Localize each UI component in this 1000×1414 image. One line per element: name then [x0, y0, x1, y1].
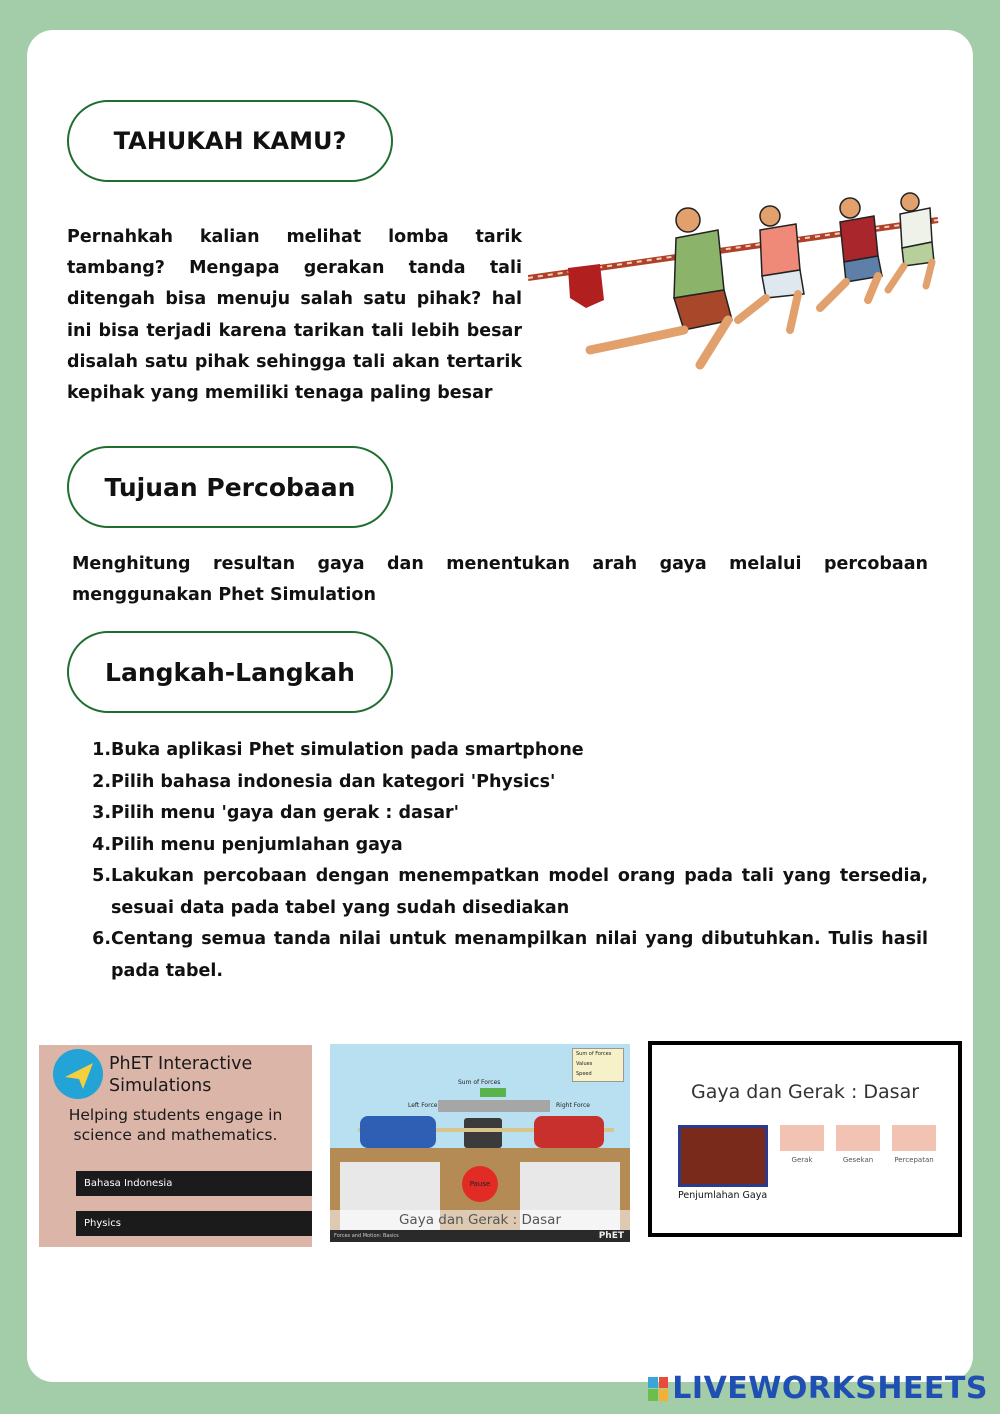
sim-navbar — [330, 1230, 630, 1242]
step-number: 2. — [92, 771, 111, 792]
brand-line: PhET Interactive — [109, 1054, 253, 1074]
sim-footer-title: Forces and Motion: Basics — [334, 1233, 399, 1239]
step-text: Pilih bahasa indonesia dan kategori 'Physics' — [111, 771, 556, 792]
step-text: Centang semua tanda nilai untuk menampilkan nilai yang dibutuhkan. Tulis hasil pada tabel. — [111, 929, 928, 981]
step-item — [88, 767, 928, 799]
penjumlahan-gaya-label: Penjumlahan Gaya — [678, 1190, 768, 1201]
percepatan-tile[interactable] — [892, 1125, 936, 1151]
steps-list — [88, 735, 928, 987]
liveworksheets-logo — [648, 1371, 988, 1406]
step-number: 4. — [92, 834, 111, 855]
steps-pill — [67, 631, 393, 713]
gerak-label: Gerak — [791, 1156, 813, 1164]
right-force-label: Right Force — [556, 1102, 590, 1109]
goal-text: Menghitung resultan gaya dan menentukan arah gaya melalui percobaan menggunakan Phet Simulation — [72, 554, 928, 605]
header-pill-label: TAHUKAH KAMU? — [113, 127, 347, 155]
red-pullers — [534, 1116, 604, 1148]
step-item — [88, 798, 928, 830]
sum-forces-label: Sum of Forces — [458, 1079, 501, 1086]
cart-icon — [464, 1118, 502, 1148]
goal-pill-label: Tujuan Percobaan — [104, 472, 356, 502]
step-text: Pilih menu 'gaya dan gerak : dasar' — [111, 803, 460, 823]
tagline-line: Helping students engage in — [68, 1106, 283, 1124]
blue-pullers — [360, 1116, 436, 1148]
step-number: 1. — [92, 740, 111, 760]
step-text: Pilih menu penjumlahan gaya — [111, 834, 403, 855]
step-text: Lakukan percobaan dengan menempatkan model orang pada tali yang tersedia, sesuai data pada tabel yang sudah disediakan — [111, 866, 928, 918]
step-number: 3. — [92, 803, 111, 823]
tug-of-war-illustration — [528, 190, 948, 380]
phet-simulation-screenshot — [330, 1044, 630, 1242]
step-number: 5. — [92, 866, 111, 886]
penjumlahan-gaya-tile[interactable] — [678, 1125, 768, 1187]
menu-title: Gaya dan Gerak : Dasar — [690, 1081, 920, 1103]
physics-option-button[interactable]: Physics — [76, 1211, 312, 1236]
checkbox-values[interactable]: Values — [576, 1061, 593, 1067]
tagline-line: science and mathematics. — [73, 1126, 278, 1144]
force-arrow-icon — [438, 1100, 550, 1112]
intro-text: Pernahkah kalian melihat lomba tarik tambang? Mengapa gerakan tanda tali ditengah bisa menuju salah satu pihak? hal ini bisa terjadi karena tarikan tali lebih besar disalah satu pihak sehingga tali akan tertarik kepihak yang memiliki tenaga paling besar — [67, 227, 522, 404]
left-force-label: Left Force — [408, 1102, 438, 1109]
brand-line: Simulations — [109, 1076, 212, 1096]
language-option-button[interactable]: Bahasa Indonesia — [76, 1171, 312, 1196]
percepatan-label: Percepatan — [894, 1156, 934, 1164]
header-pill — [67, 100, 393, 182]
liveworksheets-icon — [648, 1377, 668, 1401]
phet-home-screenshot — [39, 1045, 312, 1247]
step-item — [88, 861, 928, 924]
sim-caption: Gaya dan Gerak : Dasar — [330, 1210, 630, 1230]
checkbox-speed[interactable]: Speed — [576, 1071, 592, 1077]
phet-footer-logo: PhET — [598, 1231, 624, 1241]
step-item — [88, 735, 928, 767]
goal-pill — [67, 446, 393, 528]
step-item — [88, 924, 928, 987]
step-text: Buka aplikasi Phet simulation pada smartphone — [111, 740, 584, 760]
phet-logo-icon — [53, 1049, 103, 1099]
step-number: 6. — [92, 929, 111, 949]
controls-panel — [572, 1048, 624, 1082]
watermark-text: LIVEWORKSHEETS — [672, 1371, 988, 1406]
checkbox-sum-forces[interactable]: Sum of Forces — [576, 1051, 612, 1057]
sum-arrow-icon — [480, 1088, 506, 1097]
gesekan-tile[interactable] — [836, 1125, 880, 1151]
gerak-tile[interactable] — [780, 1125, 824, 1151]
gesekan-label: Gesekan — [842, 1156, 874, 1164]
phet-brand — [109, 1053, 252, 1097]
steps-pill-label: Langkah-Langkah — [105, 657, 355, 687]
step-item — [88, 830, 928, 862]
gaya-menu-screenshot — [648, 1041, 962, 1237]
pause-button[interactable]: Pause — [462, 1166, 498, 1202]
phet-tagline — [39, 1105, 312, 1145]
